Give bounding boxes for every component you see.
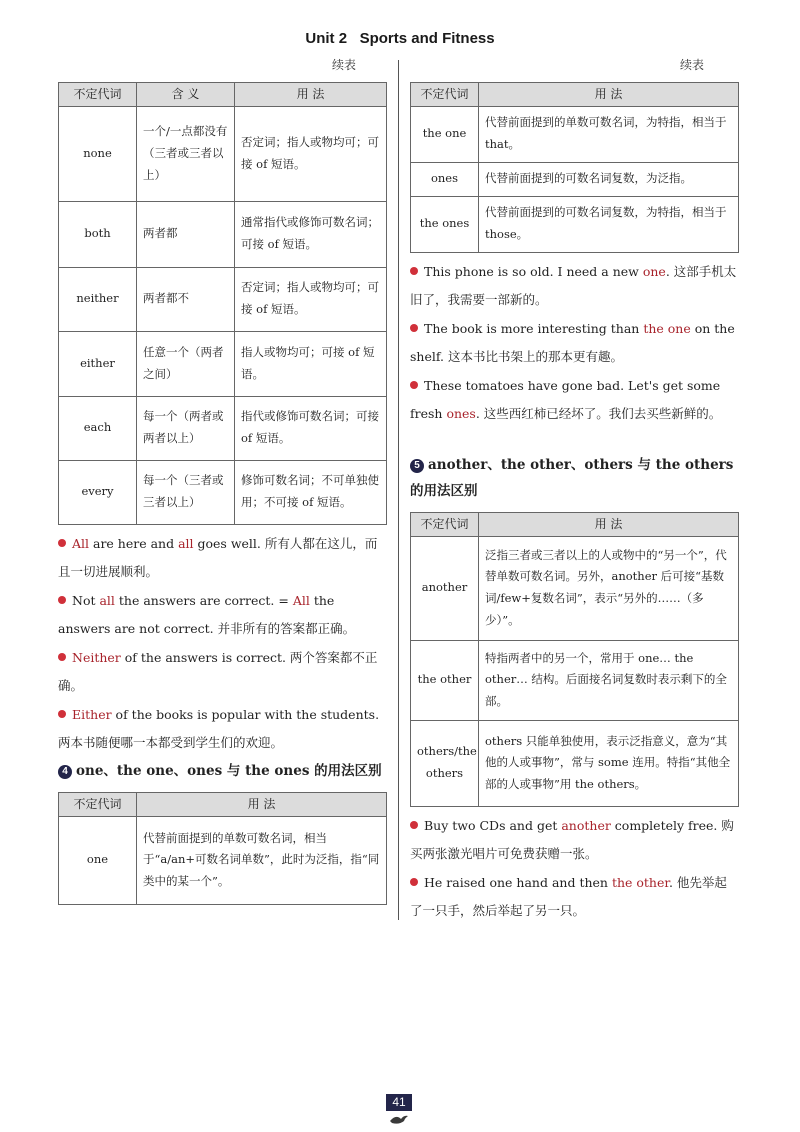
sentence-text: of the books is popular with the students. 两本书随便哪一本都受到学生们的欢迎。 bbox=[58, 707, 380, 750]
examples-left bbox=[58, 530, 386, 758]
column-header: 不定代词 bbox=[411, 83, 479, 107]
pronoun-cell: one bbox=[59, 816, 137, 904]
example-sentence bbox=[58, 701, 386, 757]
example-sentence bbox=[410, 315, 738, 371]
table-header-row bbox=[59, 793, 387, 817]
pronoun-cell: each bbox=[59, 396, 137, 460]
pronoun-table-2 bbox=[58, 792, 387, 905]
sentence-text: the answers are not correct. 并非所有的答案都正确。 bbox=[58, 593, 356, 636]
table-row bbox=[411, 536, 739, 640]
example-sentence bbox=[410, 869, 738, 925]
table-row bbox=[59, 816, 387, 904]
highlight-word: All bbox=[292, 593, 310, 608]
example-sentence bbox=[410, 258, 738, 314]
bird-icon bbox=[388, 1112, 410, 1126]
usage-cell: 代替前面提到的可数名词复数，为特指，相当于 those。 bbox=[479, 196, 739, 252]
section-title: another、the other、others 与 the others 的用法区别 bbox=[410, 457, 734, 499]
section-number-badge: 5 bbox=[410, 459, 424, 473]
sentence-text: The book is more interesting than bbox=[424, 321, 644, 336]
column-header: 用 法 bbox=[235, 83, 387, 107]
table-row bbox=[59, 267, 387, 331]
column-divider bbox=[398, 60, 399, 920]
table-row bbox=[59, 396, 387, 460]
pronoun-cell: every bbox=[59, 460, 137, 524]
meaning-cell: 每一个（三者或三者以上） bbox=[137, 460, 235, 524]
page-header bbox=[0, 30, 800, 47]
meaning-cell: 任意一个（两者之间） bbox=[137, 331, 235, 396]
sentence-text: the answers are correct. = bbox=[114, 593, 293, 608]
example-sentence bbox=[58, 644, 386, 700]
highlight-word: another bbox=[561, 818, 611, 833]
pronoun-cell: the ones bbox=[411, 196, 479, 252]
sentence-text: completely free. 购买两张激光唱片可免费获赠一张。 bbox=[410, 818, 734, 861]
example-sentence bbox=[58, 587, 386, 643]
sentence-text: . 他先举起了一只手，然后举起了另一只。 bbox=[410, 875, 727, 918]
table-row bbox=[411, 720, 739, 806]
usage-cell: 代替前面提到的单数可数名词，相当于“a/an+可数名词单数”，此时为泛指，指“同类中的某一个”。 bbox=[137, 816, 387, 904]
section-4-heading bbox=[58, 758, 388, 784]
pronoun-cell: the other bbox=[411, 640, 479, 720]
usage-cell: 否定词；指人或物均可；可接 of 短语。 bbox=[235, 267, 387, 331]
table-header-row bbox=[411, 83, 739, 107]
table-row bbox=[411, 106, 739, 162]
pronoun-table-4 bbox=[410, 512, 739, 807]
column-header: 用 法 bbox=[137, 793, 387, 817]
pronoun-cell: others/the others bbox=[411, 720, 479, 806]
table-row bbox=[59, 106, 387, 201]
section-number-badge: 4 bbox=[58, 765, 72, 779]
column-header: 用 法 bbox=[479, 83, 739, 107]
pronoun-cell: none bbox=[59, 106, 137, 201]
column-header: 含 义 bbox=[137, 83, 235, 107]
pronoun-table-1 bbox=[58, 82, 387, 525]
example-sentence bbox=[410, 812, 738, 868]
examples-right-2 bbox=[410, 812, 738, 926]
bullet-icon bbox=[58, 653, 66, 661]
bullet-icon bbox=[58, 596, 66, 604]
usage-cell: 代替前面提到的单数可数名词，为特指，相当于 that。 bbox=[479, 106, 739, 162]
highlight-word: one bbox=[642, 264, 666, 279]
table-row bbox=[59, 460, 387, 524]
column-header: 不定代词 bbox=[59, 83, 137, 107]
usage-cell: 指代或修饰可数名词；可接 of 短语。 bbox=[235, 396, 387, 460]
table-row bbox=[59, 201, 387, 267]
pronoun-cell: ones bbox=[411, 162, 479, 196]
pronoun-cell: the one bbox=[411, 106, 479, 162]
usage-cell: 泛指三者或三者以上的人或物中的“另一个”，代替单数可数名词。另外，another 后可接“基数词/few+复数名词”，表示“另外的……（多少）”。 bbox=[479, 536, 739, 640]
sentence-text: Buy two CDs and get bbox=[424, 818, 562, 833]
table-header-row bbox=[411, 513, 739, 537]
bullet-icon bbox=[410, 878, 418, 886]
meaning-cell: 一个/一点都没有（三者或三者以上） bbox=[137, 106, 235, 201]
bullet-icon bbox=[410, 381, 418, 389]
pronoun-cell: either bbox=[59, 331, 137, 396]
usage-cell: 修饰可数名词；不可单独使用；不可接 of 短语。 bbox=[235, 460, 387, 524]
sentence-text: These tomatoes have gone bad. Let's get some fresh bbox=[410, 378, 721, 421]
meaning-cell: 两者都 bbox=[137, 201, 235, 267]
page-number: 41 bbox=[386, 1094, 412, 1111]
highlight-word: the one bbox=[643, 321, 691, 336]
pronoun-table-3 bbox=[410, 82, 739, 253]
table-row bbox=[411, 162, 739, 196]
bullet-icon bbox=[410, 821, 418, 829]
column-header: 不定代词 bbox=[59, 793, 137, 817]
table-header-row bbox=[59, 83, 387, 107]
highlight-word: all bbox=[99, 593, 115, 608]
column-header: 用 法 bbox=[479, 513, 739, 537]
sentence-text: . 这些西红柿已经坏了。我们去买些新鲜的。 bbox=[475, 406, 722, 421]
highlight-word: All bbox=[72, 536, 90, 551]
usage-cell: 指人或物均可；可接 of 短语。 bbox=[235, 331, 387, 396]
meaning-cell: 每一个（两者或两者以上） bbox=[137, 396, 235, 460]
meaning-cell: 两者都不 bbox=[137, 267, 235, 331]
pronoun-cell: both bbox=[59, 201, 137, 267]
highlight-word: the other bbox=[611, 875, 669, 890]
usage-cell: 否定词；指人或物均可；可接 of 短语。 bbox=[235, 106, 387, 201]
bullet-icon bbox=[410, 324, 418, 332]
pronoun-cell: neither bbox=[59, 267, 137, 331]
sentence-text: on the shelf. 这本书比书架上的那本更有趣。 bbox=[410, 321, 735, 364]
continued-label-left: 续表 bbox=[332, 58, 357, 72]
bullet-icon bbox=[410, 267, 418, 275]
sentence-text: Not bbox=[72, 593, 100, 608]
bullet-icon bbox=[58, 710, 66, 718]
highlight-word: ones bbox=[446, 406, 476, 421]
table-row bbox=[411, 640, 739, 720]
usage-cell: 特指两者中的另一个，常用于 one… the other… 结构。后面接名词复数时表示剩下的全部。 bbox=[479, 640, 739, 720]
sentence-text: are here and bbox=[89, 536, 179, 551]
highlight-word: Neither bbox=[72, 650, 121, 665]
highlight-word: all bbox=[178, 536, 194, 551]
table-row bbox=[411, 196, 739, 252]
unit-label: Unit 2 bbox=[305, 30, 348, 47]
usage-cell: others 只能单独使用，表示泛指意义，意为“其他的人或事物”，常与 some 连用。特指“其他全部的人或事物”用 the others。 bbox=[479, 720, 739, 806]
usage-cell: 代替前面提到的可数名词复数，为泛指。 bbox=[479, 162, 739, 196]
example-sentence bbox=[410, 372, 738, 428]
sentence-text: This phone is so old. I need a new bbox=[424, 264, 643, 279]
sentence-text: goes well. 所有人都在这儿，而且一切进展顺利。 bbox=[58, 536, 378, 579]
sentence-text: He raised one hand and then bbox=[424, 875, 612, 890]
sentence-text: of the answers is correct. 两个答案都不正确。 bbox=[58, 650, 378, 693]
sentence-text: . 这部手机太旧了，我需要一部新的。 bbox=[410, 264, 737, 307]
column-header: 不定代词 bbox=[411, 513, 479, 537]
bullet-icon bbox=[58, 539, 66, 547]
usage-cell: 通常指代或修饰可数名词；可接 of 短语。 bbox=[235, 201, 387, 267]
section-title: one、the one、ones 与 the ones 的用法区别 bbox=[76, 763, 382, 779]
continued-label-right: 续表 bbox=[680, 58, 705, 72]
pronoun-cell: another bbox=[411, 536, 479, 640]
examples-right-1 bbox=[410, 258, 738, 429]
section-5-heading bbox=[410, 452, 740, 504]
table-row bbox=[59, 331, 387, 396]
example-sentence bbox=[58, 530, 386, 586]
unit-title: Sports and Fitness bbox=[359, 30, 495, 47]
highlight-word: Either bbox=[72, 707, 112, 722]
